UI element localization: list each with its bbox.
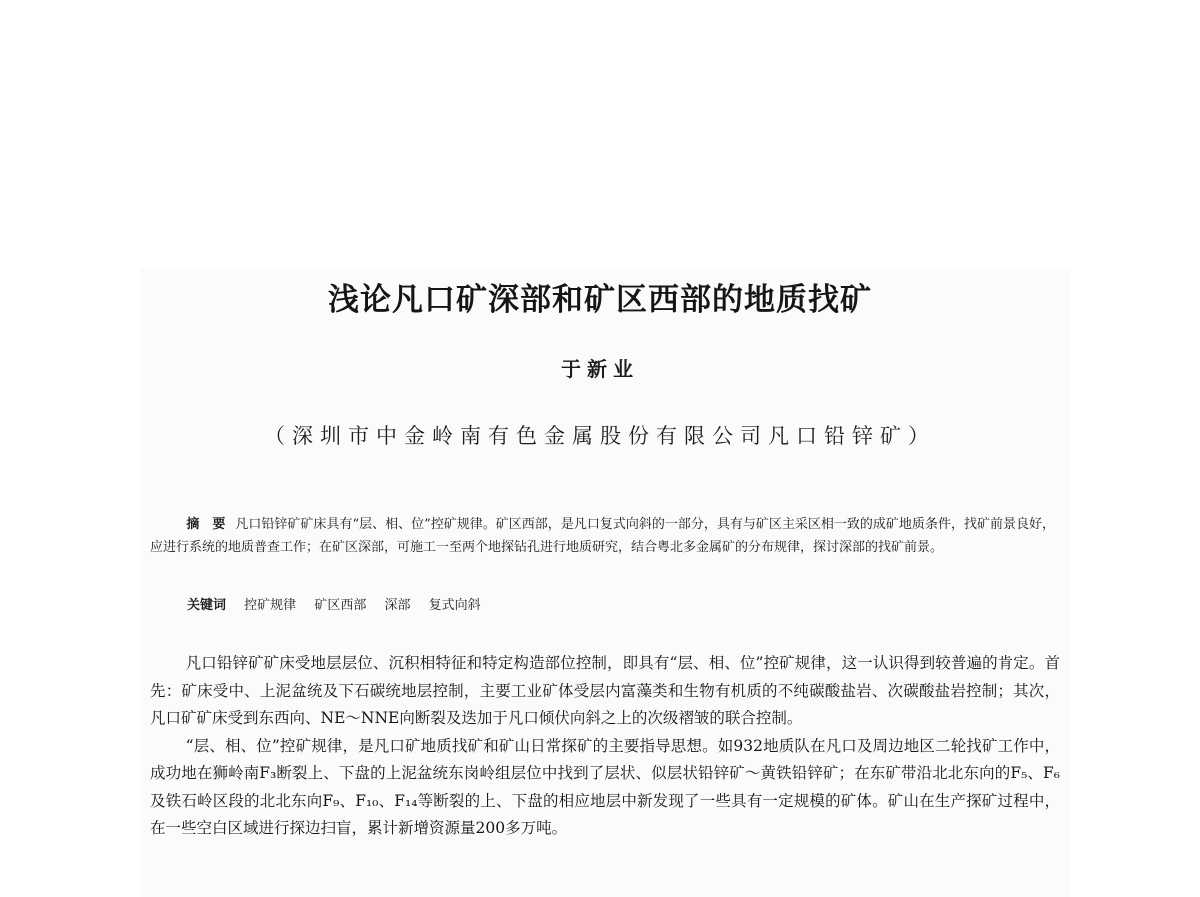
abstract xyxy=(150,513,1055,559)
keyword: 复式向斜 xyxy=(428,598,481,613)
body-text xyxy=(150,650,1060,843)
author-affiliation: （深圳市中金岭南有色金属股份有限公司凡口铅锌矿） xyxy=(264,424,936,448)
abstract-label: 摘 要 xyxy=(186,517,226,532)
author-name: 于新业 xyxy=(561,357,639,381)
keyword: 矿区西部 xyxy=(314,598,367,613)
body-paragraph: “层、相、位”控矿规律，是凡口矿地质找矿和矿山日常探矿的主要指导思想。如932地质队在凡口及周边地区二轮找矿工作中，成功地在狮岭南F₃断裂上、下盘的上泥盆统东岗岭组层位中找到了层状、似层状铅锌矿～黄铁铅锌矿；在东矿带沿北北东向的F₅、F₆及铁石岭区段的北北东向F₉、F₁₀、F₁₄等断裂的上、下盘的相应地层中新发现了一些具有一定规模的矿体。矿山在生产探矿过程中，在一些空白区域进行探边扫盲，累计新增资源量200多万吨。 xyxy=(150,736,1060,837)
paper-title: 浅论凡口矿深部和矿区西部的地质找矿 xyxy=(328,282,872,318)
abstract-text: 凡口铅锌矿矿床具有“层、相、位”控矿规律。矿区西部，是凡口复式向斜的一部分，具有与矿区主采区相一致的成矿地质条件，找矿前景良好，应进行系统的地质普查工作；在矿区深部，可施工一至两个地探钻孔进行地质研究，结合粤北多金属矿的分布规律，探讨深部的找矿前景。 xyxy=(150,517,1055,555)
keywords xyxy=(187,594,495,617)
keyword: 深部 xyxy=(384,598,411,613)
body-paragraph: 凡口铅锌矿矿床受地层层位、沉积相特征和特定构造部位控制，即具有“层、相、位”控矿规律，这一认识得到较普遍的肯定。首先：矿床受中、上泥盆统及下石碳统地层控制，主要工业矿体受层内富藻类和生物有机质的不纯碳酸盐岩、次碳酸盐岩控制；其次，凡口矿矿床受到东西向、NE～NNE向断裂及迭加于凡口倾伏向斜之上的次级褶皱的联合控制。 xyxy=(150,654,1060,727)
keyword: 控矿规律 xyxy=(244,598,297,613)
keywords-label: 关键词 xyxy=(187,598,227,613)
